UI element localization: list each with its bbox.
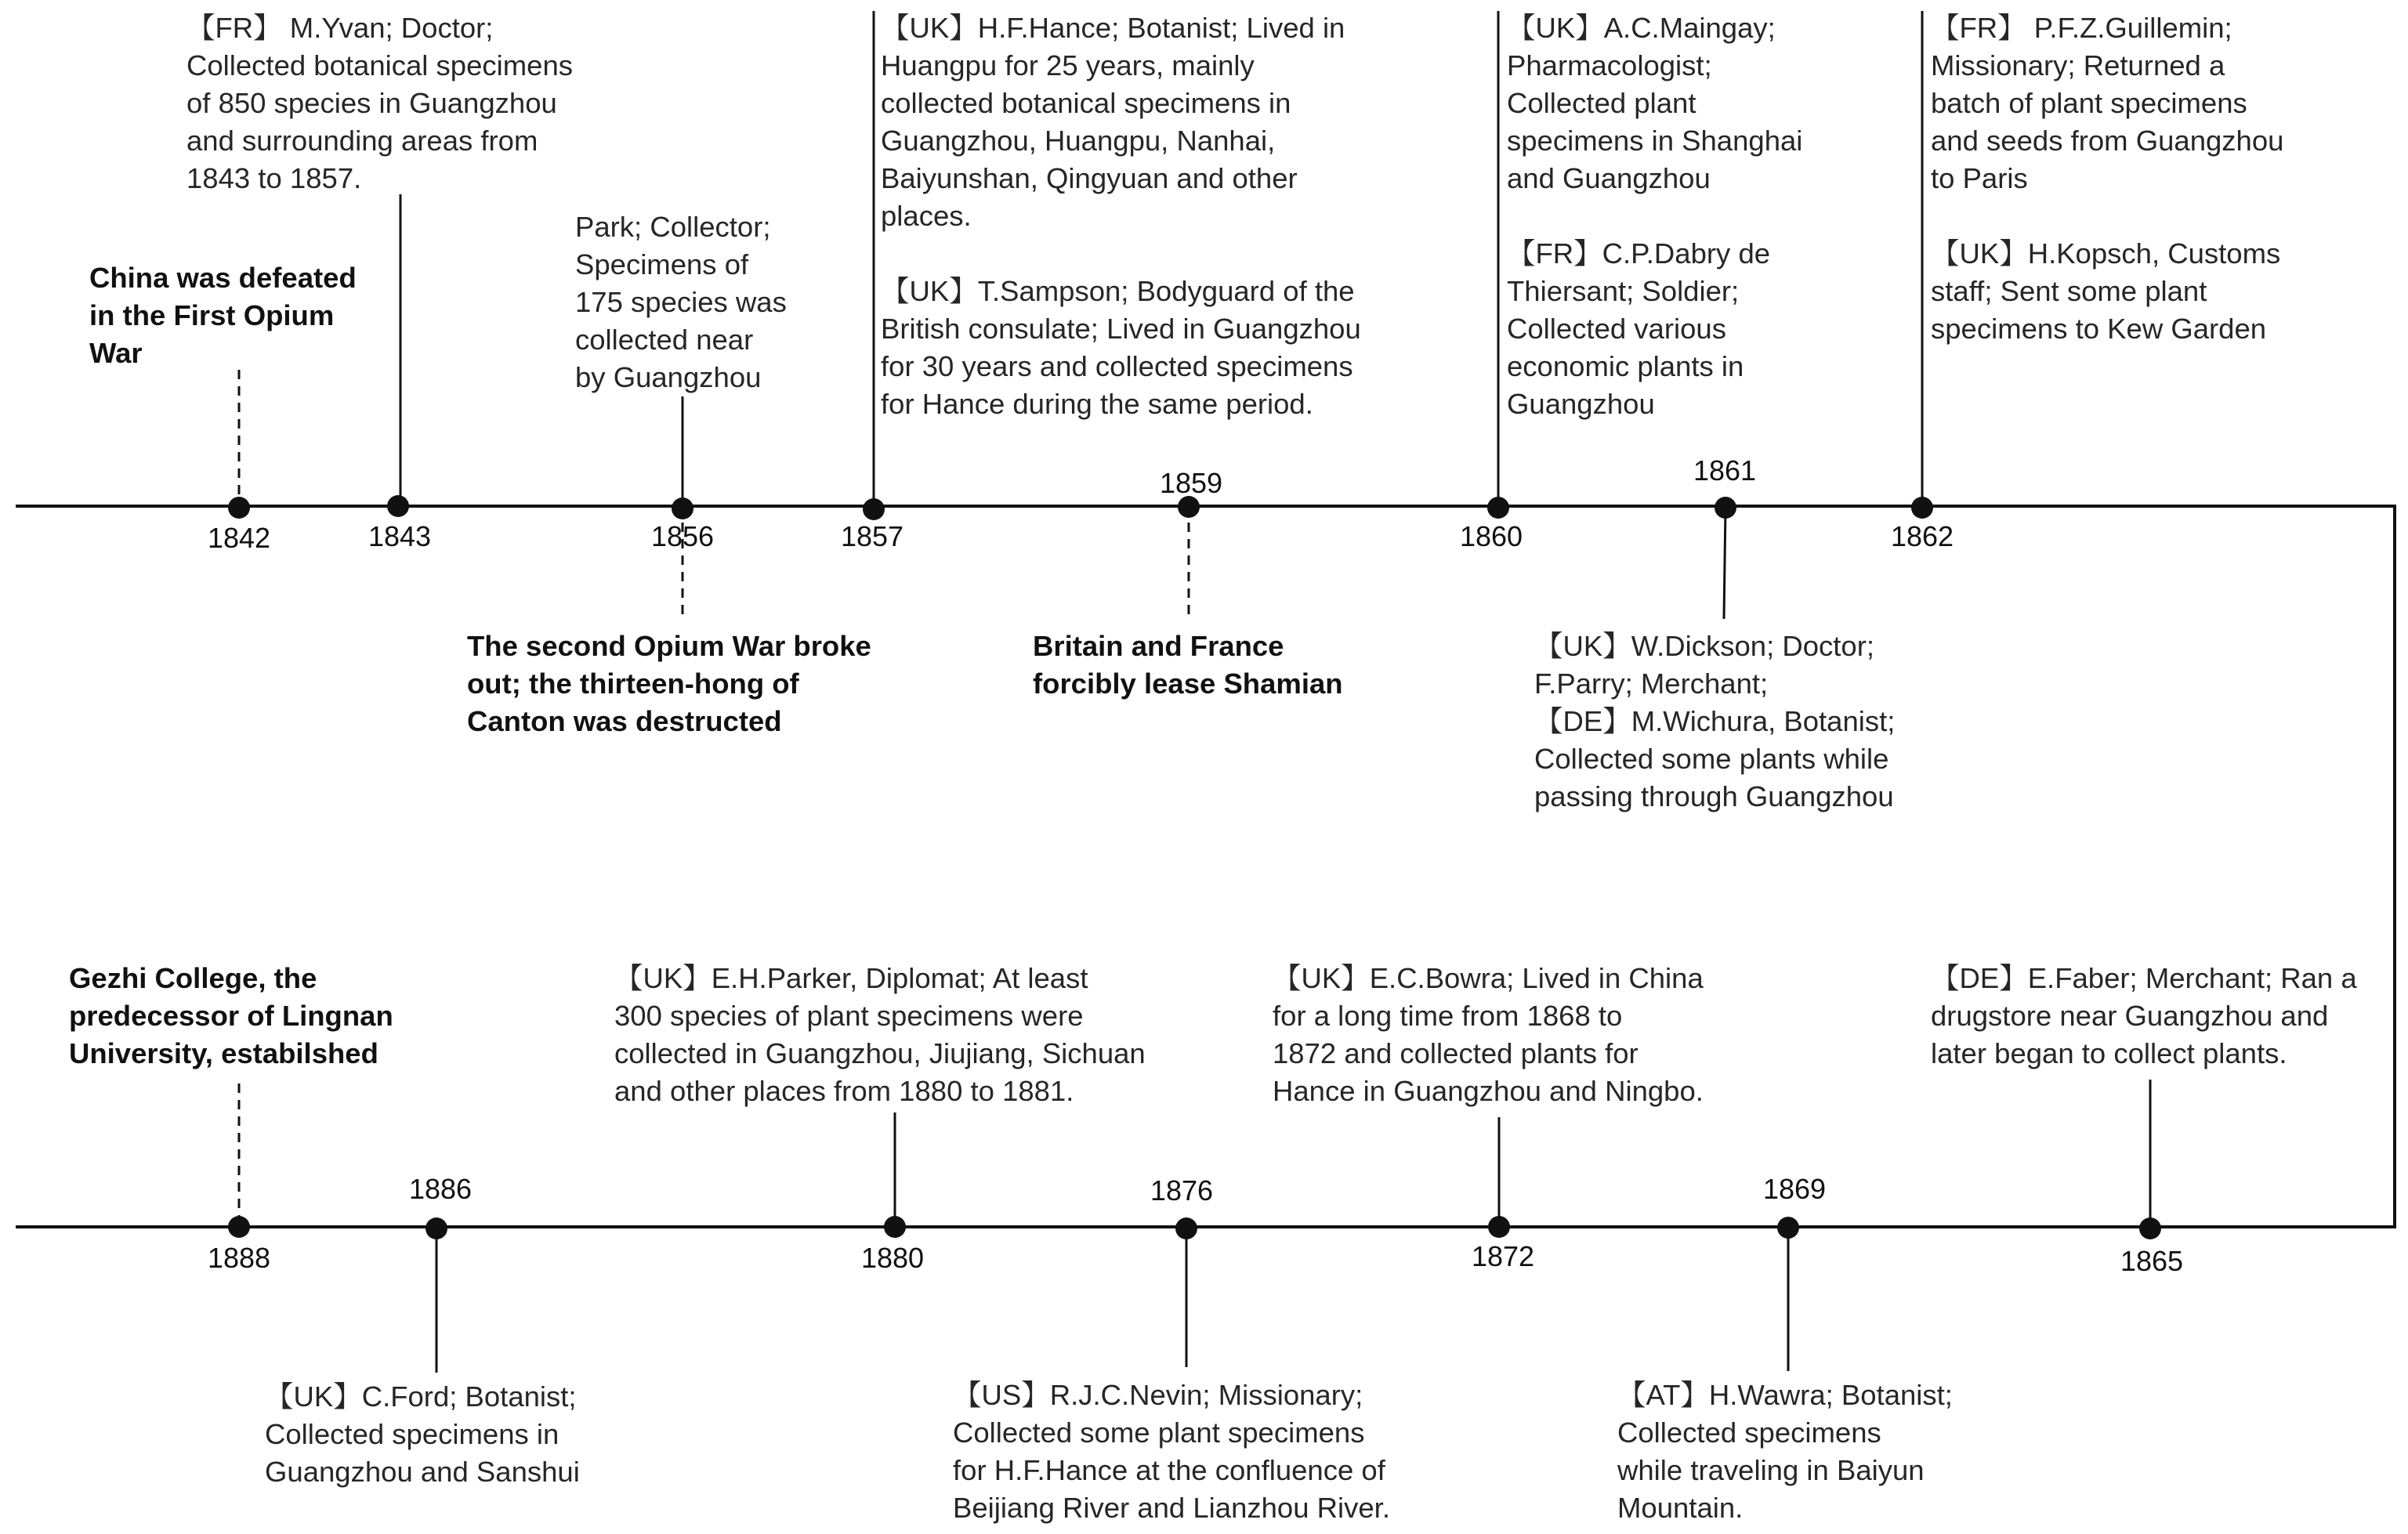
collector-1869-label: 【AT】H.Wawra; Botanist; Collected specimens while traveling in Baiyun Mountain.: [1617, 1379, 1953, 1524]
dot-1862: [1911, 497, 1933, 519]
year-1880: 1880: [860, 1242, 925, 1274]
year-1876: 1876: [1150, 1174, 1214, 1207]
event-1859-label: Britain and France forcibly lease Shamian: [1033, 630, 1343, 700]
event-1856-label: The second Opium War broke out; the thirteen-hong of Canton was destructed: [467, 630, 871, 737]
collector-1872-label: 【UK】E.C.Bowra; Lived in China for a long time from 1868 to 1872 and collected plants for Hance in Guangzhou and Ningbo.: [1273, 962, 1704, 1107]
year-1843: 1843: [368, 520, 432, 552]
collector-1886-label: 【UK】C.Ford; Botanist; Collected specimens in Guangzhou and Sanshui: [265, 1380, 580, 1488]
dot-1860: [1487, 497, 1509, 519]
event-1888-label: Gezhi College, the predecessor of Lingnan University, estabilshed: [69, 962, 393, 1069]
dot-1865: [2139, 1217, 2161, 1239]
year-1860: 1860: [1459, 520, 1523, 552]
collector-1880-label: 【UK】E.H.Parker, Diplomat; At least 300 species of plant specimens were collected in Guangzhou, Jiujiang, Sichuan and other places from 1880 to 1881.: [614, 962, 1146, 1107]
event-1842-label: China was defeated in the First Opium War: [89, 262, 357, 369]
dot-1861: [1715, 497, 1736, 519]
year-1862: 1862: [1890, 520, 1954, 552]
year-1869: 1869: [1762, 1173, 1827, 1205]
collector-1856-label: Park; Collector; Specimens of 175 species was collected near by Guangzhou: [575, 211, 787, 393]
connector-1861: [1724, 508, 1725, 619]
year-1888: 1888: [207, 1242, 271, 1274]
year-1865: 1865: [2120, 1245, 2184, 1277]
collector-1843-label: 【FR】 M.Yvan; Doctor; Collected botanical specimens of 850 species in Guangzhou and surrounding areas from 1843 to 1857.: [186, 12, 574, 194]
dot-1856: [672, 497, 693, 519]
collector-1857-label: 【UK】H.F.Hance; Botanist; Lived in Huangpu for 25 years, mainly collected botanical specimens in Guangzhou, Huangpu, Nanhai, Baiyunshan, Qingyuan and other places. 【UK】T.Sampson; Bodyguard of the British consulate; Lived in Guangzhou for 30 years and collected specimens for Hance during the same period.: [881, 12, 1361, 420]
dot-1872: [1488, 1216, 1510, 1238]
collector-1876-label: 【US】R.J.C.Nevin; Missionary; Collected some plant specimens for H.F.Hance at the confluence of Beijiang River and Lianzhou River.: [953, 1379, 1390, 1524]
dot-1843: [387, 495, 409, 517]
dot-1842: [228, 497, 250, 519]
dot-1857: [863, 498, 885, 520]
timeline-axis: [16, 506, 2395, 1227]
year-1859: 1859: [1159, 467, 1223, 499]
year-1842: 1842: [207, 522, 271, 554]
year-1861: 1861: [1693, 454, 1757, 487]
dot-1869: [1777, 1217, 1799, 1239]
collector-1861-label: 【UK】W.Dickson; Doctor; F.Parry; Merchant; 【DE】M.Wichura, Botanist; Collected some plants while passing through Guangzhou: [1534, 630, 1896, 812]
year-1886: 1886: [408, 1173, 473, 1205]
collector-1860-label: 【UK】A.C.Maingay; Pharmacologist; Collected plant specimens in Shanghai and Guangzhou 【FR】C.P.Dabry de Thiersant; Soldier; Collected various economic plants in Guangzhou: [1507, 12, 1803, 420]
dot-1859: [1178, 496, 1200, 518]
dot-1888: [228, 1216, 250, 1238]
collector-1865-label: 【DE】E.Faber; Merchant; Ran a drugstore near Guangzhou and later began to collect plants.: [1931, 962, 2357, 1069]
year-1872: 1872: [1471, 1240, 1535, 1272]
year-1856: 1856: [650, 520, 715, 552]
dot-1880: [884, 1216, 906, 1238]
dot-1886: [425, 1217, 447, 1239]
collector-1862-label: 【FR】 P.F.Z.Guillemin; Missionary; Returned a batch of plant specimens and seeds from Guangzhou to Paris 【UK】H.Kopsch, Customs staff; Sent some plant specimens to Kew Garden: [1931, 12, 2284, 345]
dot-1876: [1175, 1217, 1197, 1239]
year-1857: 1857: [840, 520, 904, 552]
